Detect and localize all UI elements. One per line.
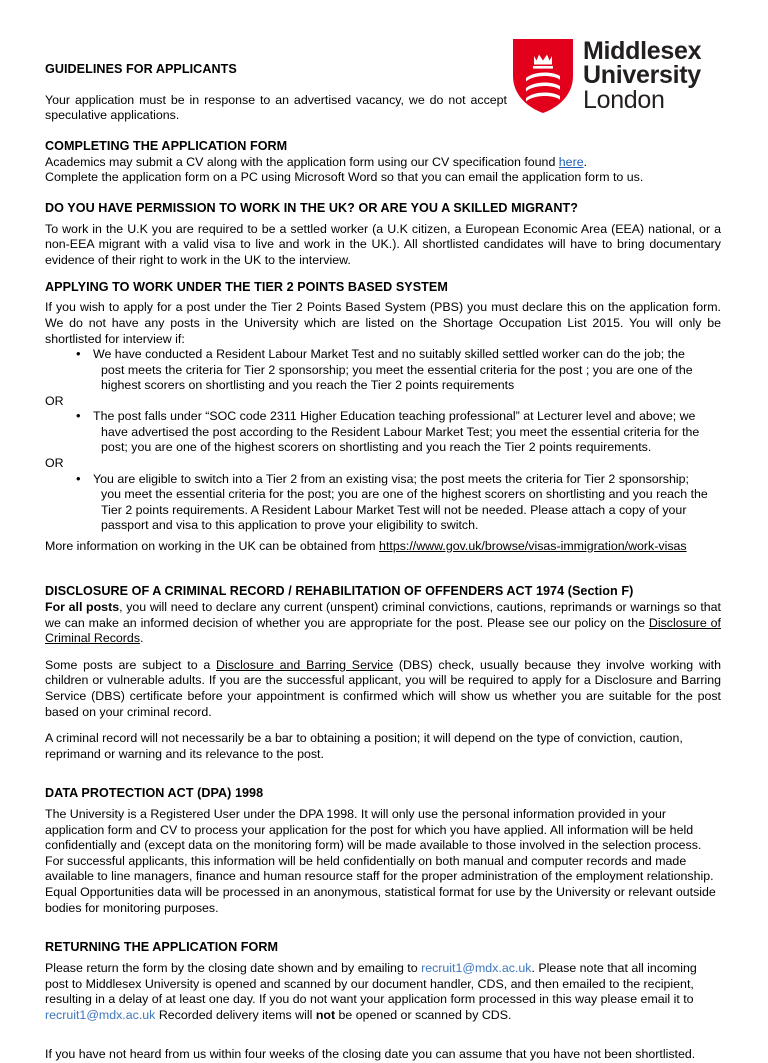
completing-form-line-1 (45, 155, 721, 171)
logo-line-middlesex: Middlesex (583, 37, 702, 65)
list-item (45, 347, 721, 394)
or-separator-1: OR (45, 393, 64, 408)
disclosure-and-barring-service-link[interactable]: Disclosure and Barring Service (216, 657, 394, 672)
section-heading-permission-to-work: DO YOU HAVE PERMISSION TO WORK IN THE UK? OR ARE YOU A SKILLED MIGRANT? (45, 200, 578, 215)
document-body (45, 62, 721, 1063)
bullet-1-first-line: We have conducted a Resident Labour Market Test and no suitably skilled settled worker can do the job; the (93, 347, 685, 362)
bullet-2-first-line: The post falls under “SOC code 2311 Higher Education teaching professional” at Lecturer level and above; we (93, 409, 696, 424)
completing-form-line-1-post: . (583, 154, 588, 169)
criminal-record-p1-mid: , you will need to declare any current (unspent) criminal convictions, cautions, reprimands or warnings so that we can make an informed decision of whether you are appropriate for the post. Please see our policy on the (45, 600, 721, 630)
returning-form-p1-post: be opened or scanned by CDS. (335, 1007, 512, 1022)
not-emphasis: not (315, 1007, 336, 1022)
tier2-intro-paragraph: If you wish to apply for a post under the Tier 2 Points Based System (PBS) you must declare this on the application form. We do not have any posts in the University which are listed on the Shortage Occupation List 2015. You will only be shortlisted for interview if: (45, 300, 721, 346)
returning-form-paragraph-1 (45, 961, 721, 1023)
returning-form-p1-pre: Please return the form by the closing date shown and by emailing to (45, 960, 422, 975)
data-protection-paragraph: The University is a Registered User under the DPA 1998. It will only use the personal information provided in your application form and CV to process your application for the post for which you have applied. All information will be held confidentially and (except data on the monitoring form) will be made available to those involved in the selection process. For successful applicants, this information will be held confidentially on both manual and computer records and made available to line managers, finance and human resource staff for the proper administration of the employment relationship. Equal Opportunities data will be processed in an anonymous, statistical format for use by the University or relevant outside bodies for monitoring purposes. (45, 807, 716, 915)
criminal-record-paragraph-2 (45, 658, 721, 720)
bullet-1-continuation: post meets the criteria for Tier 2 sponsorship; you meet the essential criteria for the post ; you are one of the highest scorers on shortlisting and you reach the Tier 2 points requirements (101, 362, 693, 393)
tier2-criteria-list-2 (45, 409, 721, 456)
list-item (45, 409, 721, 456)
criminal-record-p1-post: . (140, 631, 144, 646)
section-heading-returning-form: RETURNING THE APPLICATION FORM (45, 940, 279, 955)
tier2-more-information (45, 539, 721, 555)
criminal-record-p2-post: (DBS) check, usually because they involve working with children or vulnerable adults. If you are the successful applicant, you will be required to apply for a Disclosure and Barring Service (DBS) certificate before your appointment is confirmed which will show us whether you are suitable for the post based on your criminal record. (45, 657, 722, 719)
completing-form-line-2: Complete the application form on a PC using Microsoft Word so that you can email the application form to us. (45, 170, 644, 185)
completing-form-line-1-pre: Academics may submit a CV along with the application form using our CV specification found (45, 154, 559, 169)
cv-specification-link[interactable]: here (558, 154, 584, 169)
recruit-email-link-1[interactable]: recruit1@mdx.ac.uk (421, 960, 532, 975)
gov-uk-work-visas-link[interactable]: https://www.gov.uk/browse/visas-immigration/work-visas (379, 538, 687, 553)
list-item (45, 472, 721, 534)
tier2-criteria-list (45, 347, 721, 394)
section-heading-criminal-record: DISCLOSURE OF A CRIMINAL RECORD / REHABILITATION OF OFFENDERS ACT 1974 (Section F) (45, 584, 634, 599)
for-all-posts-emphasis: For all posts (45, 600, 120, 615)
intro-paragraph: Your application must be in response to an advertised vacancy, we do not accept speculative applications. (45, 92, 507, 123)
tier2-criteria-list-3 (45, 472, 721, 534)
section-heading-completing-form: COMPLETING THE APPLICATION FORM (45, 138, 288, 153)
returning-form-paragraph-2: If you have not heard from us within four weeks of the closing date you can assume that you have not been shortlisted. (45, 1047, 696, 1062)
disclosure-of-criminal-records-link[interactable]: Disclosure of Criminal Records (45, 615, 721, 646)
logo-line-london: London (583, 85, 665, 114)
returning-form-p1-mid: . Please note that all incoming post to Middlesex University is opened and scanned by our document handler, CDS, and then emailed to the recipient, resulting in a delay of at least one day. If you do not want your application form processed in this way please email it to (45, 960, 697, 1007)
bullet-3-first-line: You are eligible to switch into a Tier 2 from an existing visa; the post meets the criteria for Tier 2 sponsorship; (93, 471, 689, 486)
returning-form-p1-mid2: Recorded delivery items will (155, 1007, 316, 1022)
bullet-2-continuation: have advertised the post according to the Resident Labour Market Test; you meet the essential criteria for the post; you are one of the highest scorers on shortlisting and you reach the Tier 2 points requirements. (101, 424, 700, 455)
tier2-more-information-pre: More information on working in the UK can be obtained from (45, 538, 380, 553)
criminal-record-paragraph-3: A criminal record will not necessarily be a bar to obtaining a position; it will depend on the type of conviction, caution, reprimand or warning and its relevance to the post. (45, 731, 683, 761)
section-heading-tier2-pbs: APPLYING TO WORK UNDER THE TIER 2 POINTS BASED SYSTEM (45, 279, 448, 294)
bullet-3-continuation: you meet the essential criteria for the post; you are one of the highest scorers on shortlisting and you reach the Tier 2 points requirements. A Resident Labour Market Test will not be needed. Please attach a copy of your passport and visa to this application to prove your eligibility to switch. (101, 487, 708, 533)
criminal-record-p2-pre: Some posts are subject to a (45, 657, 217, 672)
logo-line-university: University (583, 61, 701, 90)
criminal-record-paragraph-1 (45, 600, 721, 647)
permission-to-work-paragraph: To work in the U.K you are required to be a settled worker (a U.K citizen, a European Economic Area (EEA) national, or a non-EEA migrant with a valid visa to live and work in the UK.). All shortlisted candidates will have to bring documentary evidence of their right to work in the UK to the interview. (45, 221, 721, 267)
recruit-email-link-2[interactable]: recruit1@mdx.ac.uk (45, 1007, 156, 1022)
section-heading-data-protection: DATA PROTECTION ACT (DPA) 1998 (45, 786, 264, 801)
page-title: GUIDELINES FOR APPLICANTS (45, 62, 237, 76)
or-separator-2: OR (45, 456, 64, 470)
